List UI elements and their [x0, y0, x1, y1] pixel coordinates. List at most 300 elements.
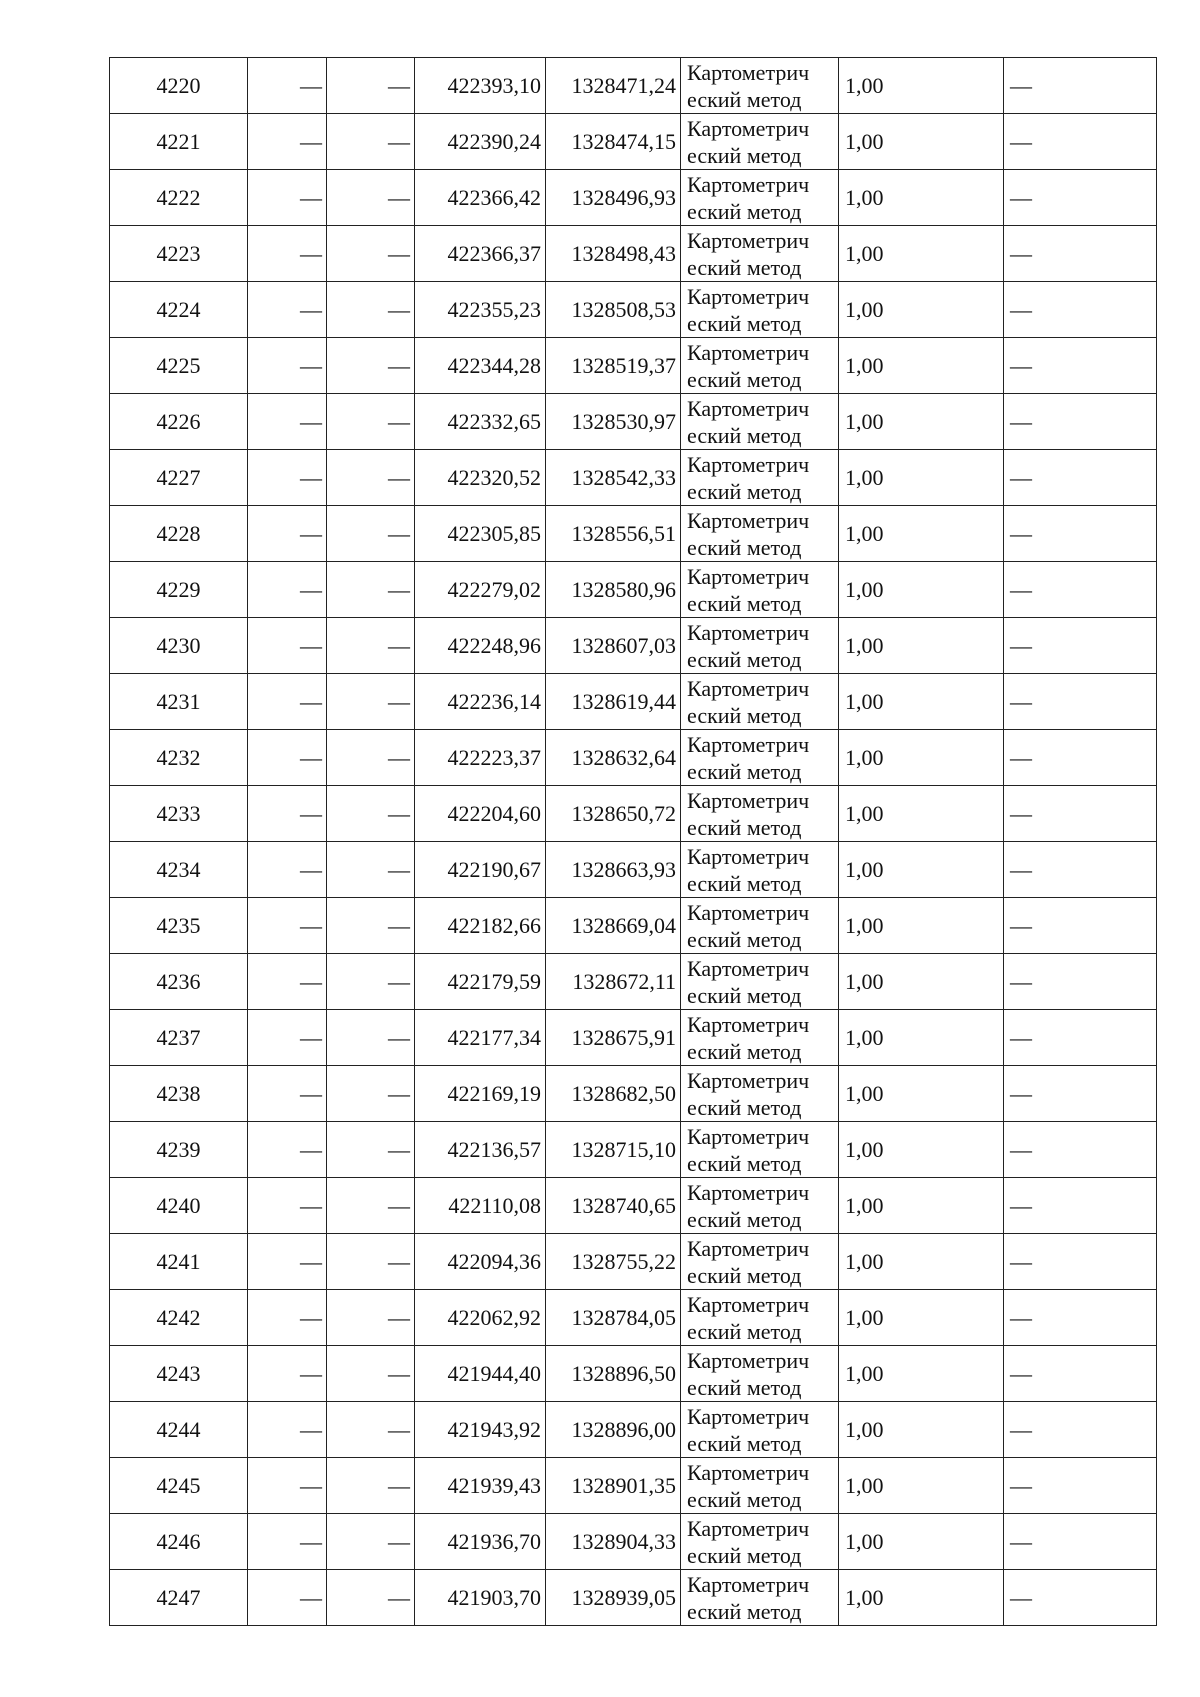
method-line-1: Картометрич [687, 1012, 810, 1037]
method-line-1: Картометрич [687, 508, 810, 533]
method-line-2: еский метод [687, 1487, 802, 1512]
dash-cell: — [248, 898, 327, 954]
method-line-1: Картометрич [687, 340, 810, 365]
method-cell [681, 562, 839, 618]
table-row [110, 1458, 1157, 1514]
dash-cell: — [248, 1234, 327, 1290]
accuracy-cell: 1,00 [839, 730, 1004, 786]
point-number-cell: 4239 [110, 1122, 248, 1178]
accuracy-cell: 1,00 [839, 842, 1004, 898]
y-coordinate-cell: 1328715,10 [546, 1122, 681, 1178]
method-line-1: Картометрич [687, 284, 810, 309]
y-coordinate-cell: 1328784,05 [546, 1290, 681, 1346]
method-line-1: Картометрич [687, 1180, 810, 1205]
dash-cell: — [327, 58, 415, 114]
dash-cell: — [248, 1402, 327, 1458]
accuracy-cell: 1,00 [839, 954, 1004, 1010]
dash-cell: — [248, 674, 327, 730]
point-number-cell: 4234 [110, 842, 248, 898]
coordinates-table [109, 57, 1157, 1626]
method-cell [681, 842, 839, 898]
x-coordinate-cell: 422177,34 [415, 1010, 546, 1066]
point-number-cell: 4236 [110, 954, 248, 1010]
point-number-cell: 4247 [110, 1570, 248, 1626]
method-line-2: еский метод [687, 1095, 802, 1120]
x-coordinate-cell: 421903,70 [415, 1570, 546, 1626]
x-coordinate-cell: 421936,70 [415, 1514, 546, 1570]
x-coordinate-cell: 422355,23 [415, 282, 546, 338]
accuracy-cell: 1,00 [839, 450, 1004, 506]
accuracy-cell: 1,00 [839, 898, 1004, 954]
description-cell: — [1004, 954, 1157, 1010]
dash-cell: — [327, 170, 415, 226]
accuracy-cell: 1,00 [839, 114, 1004, 170]
method-line-1: Картометрич [687, 1460, 810, 1485]
x-coordinate-cell: 422190,67 [415, 842, 546, 898]
method-line-2: еский метод [687, 591, 802, 616]
table-row [110, 1514, 1157, 1570]
point-number-cell: 4243 [110, 1346, 248, 1402]
description-cell: — [1004, 1234, 1157, 1290]
table-row [110, 506, 1157, 562]
y-coordinate-cell: 1328901,35 [546, 1458, 681, 1514]
description-cell: — [1004, 898, 1157, 954]
point-number-cell: 4245 [110, 1458, 248, 1514]
y-coordinate-cell: 1328556,51 [546, 506, 681, 562]
table-row [110, 1346, 1157, 1402]
x-coordinate-cell: 422204,60 [415, 786, 546, 842]
point-number-cell: 4237 [110, 1010, 248, 1066]
table-row [110, 1402, 1157, 1458]
point-number-cell: 4240 [110, 1178, 248, 1234]
method-line-2: еский метод [687, 1039, 802, 1064]
method-cell [681, 1010, 839, 1066]
method-line-1: Картометрич [687, 60, 810, 85]
method-cell [681, 1234, 839, 1290]
table-row [110, 338, 1157, 394]
method-cell [681, 674, 839, 730]
method-line-2: еский метод [687, 815, 802, 840]
method-line-1: Картометрич [687, 900, 810, 925]
description-cell: — [1004, 618, 1157, 674]
point-number-cell: 4241 [110, 1234, 248, 1290]
point-number-cell: 4230 [110, 618, 248, 674]
dash-cell: — [327, 1234, 415, 1290]
method-line-1: Картометрич [687, 116, 810, 141]
table-row [110, 1570, 1157, 1626]
point-number-cell: 4221 [110, 114, 248, 170]
point-number-cell: 4232 [110, 730, 248, 786]
table-row [110, 562, 1157, 618]
y-coordinate-cell: 1328607,03 [546, 618, 681, 674]
dash-cell: — [248, 1570, 327, 1626]
point-number-cell: 4235 [110, 898, 248, 954]
point-number-cell: 4222 [110, 170, 248, 226]
x-coordinate-cell: 422179,59 [415, 954, 546, 1010]
method-line-1: Картометрич [687, 1292, 810, 1317]
method-line-1: Картометрич [687, 1516, 810, 1541]
method-cell [681, 1570, 839, 1626]
method-line-1: Картометрич [687, 452, 810, 477]
method-line-2: еский метод [687, 255, 802, 280]
method-cell [681, 170, 839, 226]
x-coordinate-cell: 422393,10 [415, 58, 546, 114]
method-line-1: Картометрич [687, 788, 810, 813]
x-coordinate-cell: 422169,19 [415, 1066, 546, 1122]
y-coordinate-cell: 1328663,93 [546, 842, 681, 898]
description-cell: — [1004, 1290, 1157, 1346]
method-line-2: еский метод [687, 927, 802, 952]
method-line-2: еский метод [687, 423, 802, 448]
accuracy-cell: 1,00 [839, 1066, 1004, 1122]
method-cell [681, 114, 839, 170]
dash-cell: — [327, 1066, 415, 1122]
accuracy-cell: 1,00 [839, 506, 1004, 562]
y-coordinate-cell: 1328498,43 [546, 226, 681, 282]
method-cell [681, 1346, 839, 1402]
x-coordinate-cell: 421944,40 [415, 1346, 546, 1402]
y-coordinate-cell: 1328904,33 [546, 1514, 681, 1570]
method-cell [681, 394, 839, 450]
x-coordinate-cell: 422332,65 [415, 394, 546, 450]
dash-cell: — [248, 394, 327, 450]
dash-cell: — [327, 786, 415, 842]
method-line-1: Картометрич [687, 1348, 810, 1373]
method-cell [681, 898, 839, 954]
table-row [110, 842, 1157, 898]
x-coordinate-cell: 421939,43 [415, 1458, 546, 1514]
accuracy-cell: 1,00 [839, 1010, 1004, 1066]
point-number-cell: 4220 [110, 58, 248, 114]
method-line-2: еский метод [687, 199, 802, 224]
y-coordinate-cell: 1328471,24 [546, 58, 681, 114]
dash-cell: — [248, 1290, 327, 1346]
accuracy-cell: 1,00 [839, 562, 1004, 618]
table-row [110, 618, 1157, 674]
dash-cell: — [327, 506, 415, 562]
dash-cell: — [248, 954, 327, 1010]
point-number-cell: 4228 [110, 506, 248, 562]
description-cell: — [1004, 58, 1157, 114]
table-row [110, 1066, 1157, 1122]
method-cell [681, 730, 839, 786]
description-cell: — [1004, 674, 1157, 730]
accuracy-cell: 1,00 [839, 618, 1004, 674]
description-cell: — [1004, 338, 1157, 394]
method-line-2: еский метод [687, 143, 802, 168]
x-coordinate-cell: 422305,85 [415, 506, 546, 562]
y-coordinate-cell: 1328632,64 [546, 730, 681, 786]
point-number-cell: 4242 [110, 1290, 248, 1346]
method-cell [681, 618, 839, 674]
method-line-2: еский метод [687, 703, 802, 728]
method-line-2: еский метод [687, 647, 802, 672]
dash-cell: — [327, 282, 415, 338]
dash-cell: — [248, 1514, 327, 1570]
dash-cell: — [248, 1122, 327, 1178]
y-coordinate-cell: 1328896,50 [546, 1346, 681, 1402]
dash-cell: — [327, 1122, 415, 1178]
table-row [110, 1290, 1157, 1346]
point-number-cell: 4226 [110, 394, 248, 450]
x-coordinate-cell: 422366,37 [415, 226, 546, 282]
method-cell [681, 58, 839, 114]
accuracy-cell: 1,00 [839, 674, 1004, 730]
method-cell [681, 226, 839, 282]
table-row [110, 954, 1157, 1010]
x-coordinate-cell: 422390,24 [415, 114, 546, 170]
description-cell: — [1004, 730, 1157, 786]
dash-cell: — [248, 450, 327, 506]
method-line-2: еский метод [687, 1319, 802, 1344]
dash-cell: — [327, 1458, 415, 1514]
y-coordinate-cell: 1328474,15 [546, 114, 681, 170]
y-coordinate-cell: 1328530,97 [546, 394, 681, 450]
point-number-cell: 4224 [110, 282, 248, 338]
dash-cell: — [248, 562, 327, 618]
y-coordinate-cell: 1328675,91 [546, 1010, 681, 1066]
accuracy-cell: 1,00 [839, 1346, 1004, 1402]
description-cell: — [1004, 394, 1157, 450]
method-line-1: Картометрич [687, 396, 810, 421]
description-cell: — [1004, 1346, 1157, 1402]
method-line-2: еский метод [687, 1543, 802, 1568]
method-line-1: Картометрич [687, 956, 810, 981]
method-line-2: еский метод [687, 1431, 802, 1456]
accuracy-cell: 1,00 [839, 1402, 1004, 1458]
dash-cell: — [248, 1066, 327, 1122]
dash-cell: — [327, 1570, 415, 1626]
method-line-2: еский метод [687, 1207, 802, 1232]
x-coordinate-cell: 422248,96 [415, 618, 546, 674]
dash-cell: — [248, 282, 327, 338]
table-row [110, 1178, 1157, 1234]
dash-cell: — [248, 842, 327, 898]
method-line-1: Картометрич [687, 1236, 810, 1261]
dash-cell: — [327, 730, 415, 786]
method-line-2: еский метод [687, 871, 802, 896]
dash-cell: — [248, 1178, 327, 1234]
description-cell: — [1004, 1122, 1157, 1178]
method-line-2: еский метод [687, 311, 802, 336]
table-row [110, 282, 1157, 338]
description-cell: — [1004, 114, 1157, 170]
dash-cell: — [327, 562, 415, 618]
dash-cell: — [248, 338, 327, 394]
dash-cell: — [248, 226, 327, 282]
method-cell [681, 1122, 839, 1178]
dash-cell: — [327, 450, 415, 506]
method-line-1: Картометрич [687, 1404, 810, 1429]
x-coordinate-cell: 422094,36 [415, 1234, 546, 1290]
y-coordinate-cell: 1328896,00 [546, 1402, 681, 1458]
x-coordinate-cell: 421943,92 [415, 1402, 546, 1458]
table-row [110, 730, 1157, 786]
method-line-2: еский метод [687, 1599, 802, 1624]
method-line-2: еский метод [687, 535, 802, 560]
point-number-cell: 4225 [110, 338, 248, 394]
x-coordinate-cell: 422182,66 [415, 898, 546, 954]
point-number-cell: 4244 [110, 1402, 248, 1458]
accuracy-cell: 1,00 [839, 1234, 1004, 1290]
y-coordinate-cell: 1328542,33 [546, 450, 681, 506]
y-coordinate-cell: 1328580,96 [546, 562, 681, 618]
table-row [110, 1010, 1157, 1066]
table-row [110, 450, 1157, 506]
y-coordinate-cell: 1328682,50 [546, 1066, 681, 1122]
method-line-1: Картометрич [687, 620, 810, 645]
point-number-cell: 4246 [110, 1514, 248, 1570]
method-cell [681, 1290, 839, 1346]
accuracy-cell: 1,00 [839, 1458, 1004, 1514]
point-number-cell: 4223 [110, 226, 248, 282]
dash-cell: — [327, 1402, 415, 1458]
dash-cell: — [248, 1458, 327, 1514]
x-coordinate-cell: 422110,08 [415, 1178, 546, 1234]
dash-cell: — [248, 58, 327, 114]
method-line-2: еский метод [687, 983, 802, 1008]
dash-cell: — [248, 506, 327, 562]
point-number-cell: 4238 [110, 1066, 248, 1122]
y-coordinate-cell: 1328508,53 [546, 282, 681, 338]
table-body [110, 58, 1157, 1626]
accuracy-cell: 1,00 [839, 226, 1004, 282]
dash-cell: — [327, 394, 415, 450]
x-coordinate-cell: 422344,28 [415, 338, 546, 394]
x-coordinate-cell: 422279,02 [415, 562, 546, 618]
accuracy-cell: 1,00 [839, 58, 1004, 114]
method-line-2: еский метод [687, 87, 802, 112]
dash-cell: — [248, 114, 327, 170]
x-coordinate-cell: 422223,37 [415, 730, 546, 786]
method-line-2: еский метод [687, 367, 802, 392]
method-line-1: Картометрич [687, 564, 810, 589]
dash-cell: — [327, 1178, 415, 1234]
table-row [110, 674, 1157, 730]
table-row [110, 786, 1157, 842]
description-cell: — [1004, 226, 1157, 282]
method-line-2: еский метод [687, 1263, 802, 1288]
description-cell: — [1004, 1402, 1157, 1458]
y-coordinate-cell: 1328755,22 [546, 1234, 681, 1290]
description-cell: — [1004, 450, 1157, 506]
description-cell: — [1004, 170, 1157, 226]
y-coordinate-cell: 1328650,72 [546, 786, 681, 842]
point-number-cell: 4227 [110, 450, 248, 506]
description-cell: — [1004, 786, 1157, 842]
description-cell: — [1004, 842, 1157, 898]
accuracy-cell: 1,00 [839, 338, 1004, 394]
dash-cell: — [327, 1290, 415, 1346]
dash-cell: — [327, 954, 415, 1010]
method-line-1: Картометрич [687, 844, 810, 869]
accuracy-cell: 1,00 [839, 1290, 1004, 1346]
method-cell [681, 506, 839, 562]
table-row [110, 1234, 1157, 1290]
x-coordinate-cell: 422236,14 [415, 674, 546, 730]
y-coordinate-cell: 1328619,44 [546, 674, 681, 730]
method-line-2: еский метод [687, 759, 802, 784]
method-cell [681, 450, 839, 506]
accuracy-cell: 1,00 [839, 282, 1004, 338]
dash-cell: — [248, 1010, 327, 1066]
y-coordinate-cell: 1328519,37 [546, 338, 681, 394]
method-line-1: Картометрич [687, 228, 810, 253]
dash-cell: — [327, 114, 415, 170]
accuracy-cell: 1,00 [839, 170, 1004, 226]
method-line-1: Картометрич [687, 172, 810, 197]
accuracy-cell: 1,00 [839, 1122, 1004, 1178]
method-line-2: еский метод [687, 1375, 802, 1400]
method-cell [681, 786, 839, 842]
method-line-1: Картометрич [687, 1124, 810, 1149]
table-row [110, 170, 1157, 226]
description-cell: — [1004, 506, 1157, 562]
method-line-1: Картометрич [687, 1572, 810, 1597]
description-cell: — [1004, 1010, 1157, 1066]
accuracy-cell: 1,00 [839, 1178, 1004, 1234]
dash-cell: — [327, 842, 415, 898]
method-line-2: еский метод [687, 479, 802, 504]
dash-cell: — [327, 618, 415, 674]
accuracy-cell: 1,00 [839, 786, 1004, 842]
description-cell: — [1004, 282, 1157, 338]
method-cell [681, 1458, 839, 1514]
x-coordinate-cell: 422320,52 [415, 450, 546, 506]
method-line-2: еский метод [687, 1151, 802, 1176]
x-coordinate-cell: 422062,92 [415, 1290, 546, 1346]
y-coordinate-cell: 1328740,65 [546, 1178, 681, 1234]
description-cell: — [1004, 1178, 1157, 1234]
accuracy-cell: 1,00 [839, 1514, 1004, 1570]
point-number-cell: 4233 [110, 786, 248, 842]
accuracy-cell: 1,00 [839, 394, 1004, 450]
dash-cell: — [327, 1514, 415, 1570]
dash-cell: — [248, 170, 327, 226]
description-cell: — [1004, 1570, 1157, 1626]
x-coordinate-cell: 422366,42 [415, 170, 546, 226]
dash-cell: — [248, 618, 327, 674]
method-cell [681, 1066, 839, 1122]
description-cell: — [1004, 1066, 1157, 1122]
method-cell [681, 954, 839, 1010]
dash-cell: — [327, 1346, 415, 1402]
method-line-1: Картометрич [687, 1068, 810, 1093]
dash-cell: — [327, 226, 415, 282]
description-cell: — [1004, 562, 1157, 618]
dash-cell: — [327, 1010, 415, 1066]
dash-cell: — [327, 338, 415, 394]
y-coordinate-cell: 1328496,93 [546, 170, 681, 226]
table-row [110, 58, 1157, 114]
dash-cell: — [248, 730, 327, 786]
method-cell [681, 1178, 839, 1234]
point-number-cell: 4229 [110, 562, 248, 618]
x-coordinate-cell: 422136,57 [415, 1122, 546, 1178]
point-number-cell: 4231 [110, 674, 248, 730]
dash-cell: — [327, 674, 415, 730]
y-coordinate-cell: 1328672,11 [546, 954, 681, 1010]
method-cell [681, 1514, 839, 1570]
description-cell: — [1004, 1514, 1157, 1570]
description-cell: — [1004, 1458, 1157, 1514]
method-cell [681, 1402, 839, 1458]
table-row [110, 898, 1157, 954]
accuracy-cell: 1,00 [839, 1570, 1004, 1626]
method-line-1: Картометрич [687, 732, 810, 757]
dash-cell: — [248, 1346, 327, 1402]
method-cell [681, 338, 839, 394]
